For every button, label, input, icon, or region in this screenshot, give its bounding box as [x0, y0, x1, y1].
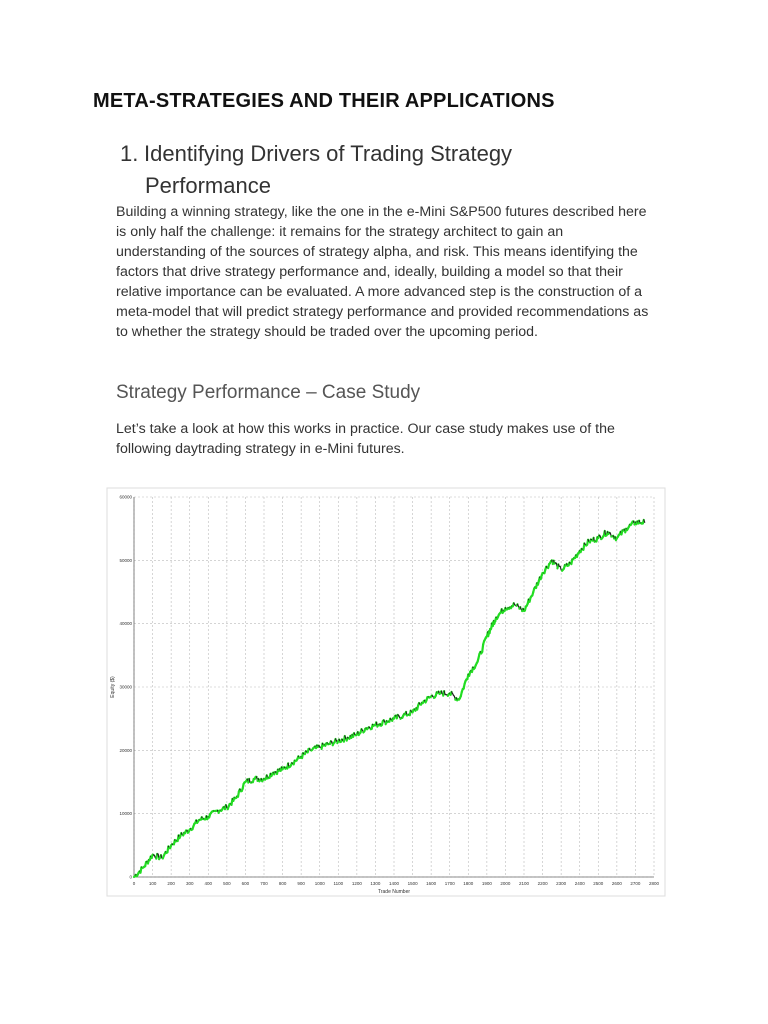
x-tick-label: 900 — [297, 881, 305, 886]
x-tick-label: 1300 — [370, 881, 381, 886]
y-tick-label: 60000 — [119, 494, 132, 500]
x-tick-label: 1900 — [481, 881, 492, 886]
y-axis-label: Equity ($) — [110, 676, 116, 698]
x-tick-label: 0 — [132, 881, 136, 886]
x-tick-label: 2100 — [518, 881, 530, 886]
x-tick-label: 500 — [223, 881, 231, 886]
x-tick-label: 1000 — [314, 881, 325, 886]
x-tick-label: 2200 — [537, 881, 548, 886]
intro-paragraph: Building a winning strategy, like the one in the e-Mini S&P500 futures described here is only half the challenge: it remains for the strategy architect to gain an understanding of the sources of strategy alpha, and risk. This means identifying the factors that drive strategy performance and, ideally, building a model so that their relative importance can be evaluated. A more advanced step is the construction of a meta-model that will predict strategy performance and provided recommendations as to whether the strategy should be traded over the upcoming period. — [116, 204, 649, 340]
x-tick-label: 100 — [148, 881, 157, 886]
equity-chart-svg — [106, 487, 666, 897]
section-heading-text: Identifying Drivers of Trading Strategy — [144, 141, 513, 166]
x-tick-label: 700 — [260, 881, 268, 886]
equity-segment — [302, 753, 303, 758]
section-number: 1. — [120, 141, 139, 166]
equity-segment — [571, 559, 572, 564]
y-tick-label: 50000 — [119, 557, 132, 563]
x-tick-label: 2700 — [630, 881, 641, 886]
x-tick-label: 1100 — [333, 881, 344, 886]
x-tick-label: 1500 — [407, 881, 418, 886]
equity-segment — [156, 854, 157, 859]
x-tick-label: 600 — [241, 881, 250, 886]
subheading: Strategy Performance – Case Study — [116, 382, 421, 403]
section-heading-line1 — [120, 138, 640, 170]
x-tick-label: 300 — [185, 881, 194, 886]
y-tick-label: 20000 — [119, 747, 132, 753]
x-tick-label: 1600 — [426, 881, 437, 886]
equity-segment — [482, 645, 483, 652]
x-tick-label: 2800 — [648, 881, 660, 886]
x-tick-label: 1200 — [351, 881, 362, 886]
x-tick-label: 200 — [167, 881, 175, 886]
y-tick-label: 10000 — [119, 811, 132, 817]
x-tick-label: 2300 — [556, 881, 567, 886]
equity-segment — [583, 543, 584, 550]
x-tick-label: 1400 — [388, 881, 400, 886]
x-tick-label: 1800 — [463, 881, 474, 886]
equity-chart — [106, 487, 666, 897]
x-tick-label: 2500 — [593, 881, 604, 886]
x-tick-label: 2000 — [500, 881, 511, 886]
x-tick-label: 2400 — [574, 881, 585, 886]
equity-segment — [622, 530, 623, 534]
page-title: META-STRATEGIES AND THEIR APPLICATIONS — [93, 90, 555, 112]
y-tick-label: 30000 — [119, 684, 132, 690]
y-tick-label: 0 — [129, 874, 132, 880]
x-tick-label: 2600 — [611, 881, 622, 886]
x-tick-label: 800 — [278, 881, 287, 886]
x-tick-label: 400 — [204, 881, 213, 886]
y-tick-label: 40000 — [119, 621, 132, 627]
x-axis-label: Trade Number — [377, 889, 411, 895]
section-heading — [120, 138, 640, 202]
x-tick-label: 1700 — [444, 881, 455, 886]
section-heading-line2: Performance — [145, 173, 271, 198]
case-study-paragraph: Let’s take a look at how this works in practice. Our case study makes use of the following daytrading strategy in e-Mini futures. — [116, 421, 615, 457]
